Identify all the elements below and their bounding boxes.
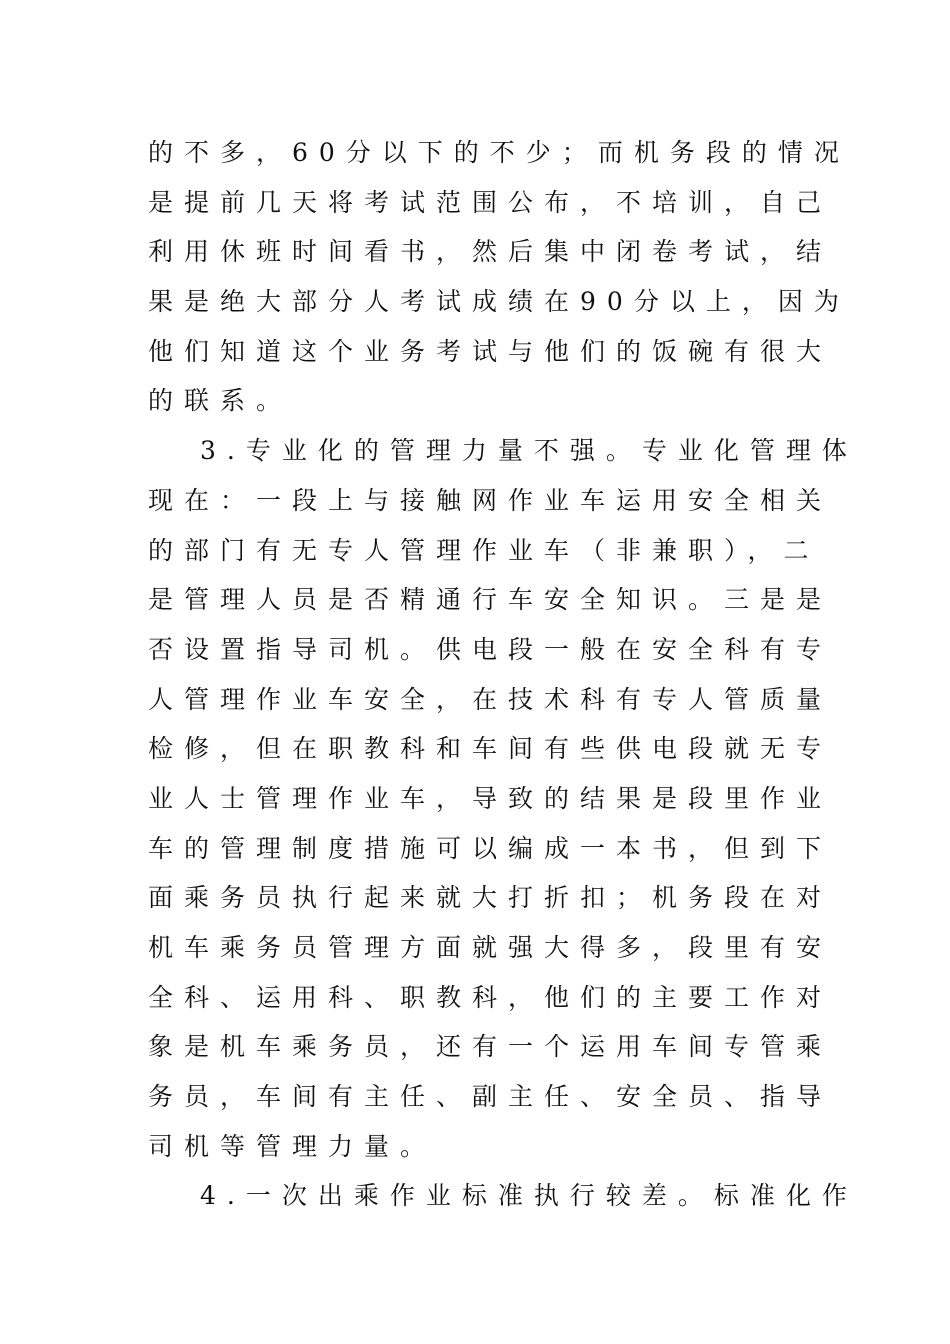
- text-line: 利用休班时间看书，然后集中闭卷考试，结: [148, 237, 833, 267]
- text-line: 的联系。: [148, 386, 293, 416]
- text-line: 是管理人员是否精通行车安全知识。三是是: [148, 585, 833, 615]
- paragraph-3-first-line: 3.专业化的管理力量不强。专业化管理体: [200, 436, 858, 466]
- text-line: 业人士管理作业车，导致的结果是段里作业: [148, 783, 833, 813]
- text-line: 果是绝大部分人考试成绩在90分以上，因为: [148, 287, 850, 317]
- text-line: 的不多，60分以下的不少；而机务段的情况: [148, 138, 850, 167]
- text-line: 司机等管理力量。: [148, 1131, 437, 1161]
- text-line: 否设置指导司机。供电段一般在安全科有专: [148, 634, 833, 664]
- text-line: 面乘务员执行起来就大打折扣；机务段在对: [148, 883, 833, 913]
- text-line: 现在：一段上与接触网作业车运用安全相关: [148, 485, 833, 515]
- text-line: 象是机车乘务员，还有一个运用车间专管乘: [148, 1032, 833, 1062]
- paragraph-4-first-line: 4.一次出乘作业标准执行较差。标准化作: [200, 1181, 858, 1211]
- text-line: 的部门有无专人管理作业车（非兼职），二: [148, 535, 820, 565]
- text-line: 务员，车间有主任、副主任、安全员、指导: [148, 1082, 833, 1112]
- text-line: 人管理作业车安全，在技术科有专人管质量: [148, 684, 833, 714]
- text-line: 车的管理制度措施可以编成一本书，但到下: [148, 833, 833, 863]
- body-text: [148, 128, 858, 1221]
- text-line: 检修，但在职教科和车间有些供电段就无专: [148, 734, 833, 764]
- text-line: 全科、运用科、职教科，他们的主要工作对: [148, 982, 833, 1012]
- text-line: 他们知道这个业务考试与他们的饭碗有很大: [148, 336, 833, 366]
- text-line: 机车乘务员管理方面就强大得多，段里有安: [148, 933, 833, 962]
- text-line: 是提前几天将考试范围公布，不培训，自己: [148, 187, 833, 217]
